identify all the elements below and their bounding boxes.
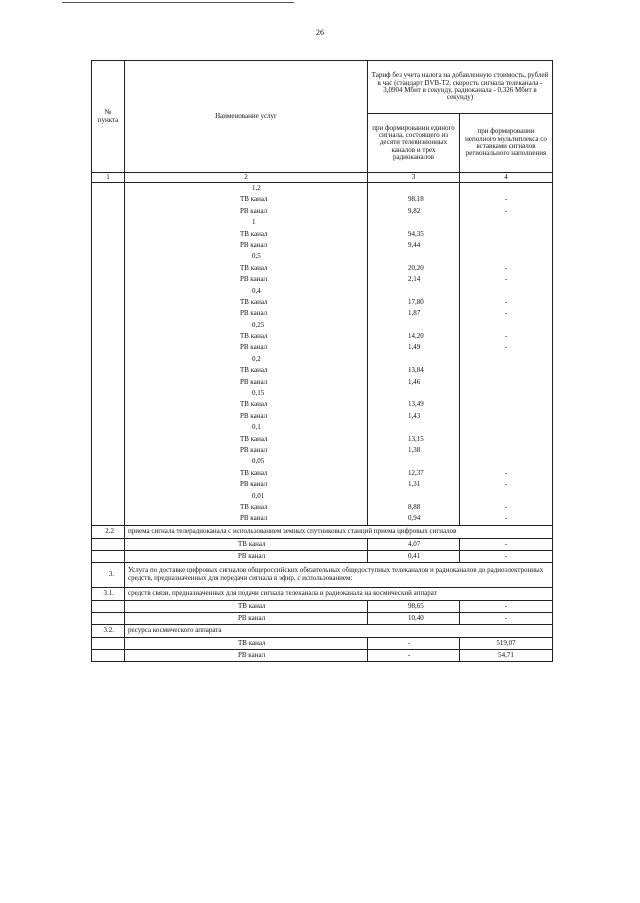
sub-label: ТВ канал [125, 637, 368, 649]
block-value: 0,15 [125, 388, 368, 399]
sub-value-col4: - [460, 612, 553, 624]
cell-empty [368, 286, 460, 297]
cell-empty [92, 388, 125, 399]
tv-label: ТВ канал [125, 297, 368, 308]
cell-empty [92, 263, 125, 274]
block-value: 0,4 [125, 286, 368, 297]
tv-label: ТВ канал [125, 502, 368, 513]
tv-value: 13,84 [368, 365, 460, 376]
value-row [92, 422, 553, 433]
rv-row [92, 206, 553, 217]
rv-label: РВ канал [125, 308, 368, 319]
tv-value: 12,37 [368, 468, 460, 479]
sub-value-col3: - [368, 649, 460, 661]
tv-value-col4: - [460, 331, 553, 342]
col-number-1: 1 [92, 173, 125, 183]
cell-empty [92, 297, 125, 308]
rv-row [92, 479, 553, 490]
rv-value: 1,46 [368, 377, 460, 388]
block-value: 0,2 [125, 354, 368, 365]
col-number-3: 3 [368, 173, 460, 183]
section-number: 3.2. [92, 624, 125, 637]
col-number-4: 4 [460, 173, 553, 183]
rv-label: РВ канал [125, 445, 368, 456]
sub-value-col4: - [460, 538, 553, 550]
tv-row [92, 263, 553, 274]
rv-value-col4: - [460, 274, 553, 285]
cell-empty [368, 320, 460, 331]
header-tariff: Тариф без учета налога на добавленную стоимость, рублей в час (стандарт DVB-T2, скорость сигнала телеканала - 3,0904 Мбит в секунду, радиоканала - 0,326 Мбит в секунду) [368, 61, 553, 114]
section-text: Услуга по доставке цифровых сигналов общероссийских обязательных общедоступных телеканалов и радиоканалов до радиоэлектронных средств, предназначенных для передачи сигнала в эфир, с использованием: [125, 562, 553, 587]
value-row [92, 354, 553, 365]
rv-label: РВ канал [125, 206, 368, 217]
block-value: 0,25 [125, 320, 368, 331]
cell-empty [460, 422, 553, 433]
page-number: 26 [316, 28, 324, 37]
rv-row [92, 513, 553, 525]
rv-value: 1,38 [368, 445, 460, 456]
rv-value: 2,14 [368, 274, 460, 285]
cell-empty [92, 550, 125, 562]
cell-empty [368, 388, 460, 399]
tv-label: ТВ канал [125, 365, 368, 376]
tv-value: 13,49 [368, 399, 460, 410]
section-number: 3. [92, 562, 125, 587]
sub-value-col4: 54,71 [460, 649, 553, 661]
rv-label: РВ канал [125, 377, 368, 388]
sub-value-col4: 519,07 [460, 637, 553, 649]
cell-empty [368, 217, 460, 228]
cell-empty [92, 206, 125, 217]
block-value: 1,2 [125, 183, 368, 195]
cell-empty [92, 194, 125, 205]
section-row [92, 525, 553, 538]
cell-empty [92, 468, 125, 479]
cell-empty [368, 183, 460, 195]
rv-value-col4: - [460, 308, 553, 319]
header-col-partial-multiplex: при формировании неполного мультиплекса со вставками сигналов регионального наполнения [460, 114, 553, 173]
sub-row [92, 550, 553, 562]
cell-empty [92, 434, 125, 445]
tv-row [92, 468, 553, 479]
rv-value: 0,94 [368, 513, 460, 525]
cell-empty [460, 183, 553, 195]
rv-value-col4 [460, 411, 553, 422]
rv-value-col4 [460, 377, 553, 388]
sub-label: ТВ канал [125, 538, 368, 550]
value-row [92, 456, 553, 467]
sub-value-col3: - [368, 637, 460, 649]
cell-empty [460, 456, 553, 467]
tv-row [92, 297, 553, 308]
cell-empty [460, 491, 553, 502]
cell-empty [92, 331, 125, 342]
tv-row [92, 399, 553, 410]
rv-value-col4: - [460, 206, 553, 217]
cell-empty [92, 502, 125, 513]
tv-row [92, 229, 553, 240]
tv-row [92, 502, 553, 513]
cell-empty [92, 274, 125, 285]
header-col-number: № пункта [92, 61, 125, 173]
block-value: 0,05 [125, 456, 368, 467]
rv-value-col4 [460, 240, 553, 251]
block-value: 0,5 [125, 251, 368, 262]
tv-value-col4: - [460, 297, 553, 308]
rv-label: РВ канал [125, 479, 368, 490]
rv-label: РВ канал [125, 342, 368, 353]
cell-empty [92, 354, 125, 365]
rv-value: 1,31 [368, 479, 460, 490]
cell-empty [368, 251, 460, 262]
rv-value: 1,49 [368, 342, 460, 353]
cell-empty [368, 456, 460, 467]
cell-empty [92, 479, 125, 490]
sub-value-col3: 0,41 [368, 550, 460, 562]
rv-label: РВ канал [125, 411, 368, 422]
sub-row [92, 637, 553, 649]
value-row [92, 251, 553, 262]
sub-row [92, 649, 553, 661]
header-col-single-signal: при формировании единого сигнала, состоящего из десяти телевизионных каналов и трех радиоканалов [368, 114, 460, 173]
cell-empty [92, 411, 125, 422]
sub-label: РВ канал [125, 612, 368, 624]
tv-value: 13,15 [368, 434, 460, 445]
section-text: ресурса космического аппарата [125, 624, 553, 637]
cell-empty [92, 456, 125, 467]
cell-empty [460, 320, 553, 331]
cell-empty [92, 320, 125, 331]
rv-row [92, 342, 553, 353]
tv-value-col4: - [460, 263, 553, 274]
cell-empty [92, 445, 125, 456]
tv-row [92, 194, 553, 205]
rv-value: 1,87 [368, 308, 460, 319]
cell-empty [368, 422, 460, 433]
rv-row [92, 377, 553, 388]
rv-row [92, 308, 553, 319]
cell-empty [92, 637, 125, 649]
section-row [92, 624, 553, 637]
tv-label: ТВ канал [125, 468, 368, 479]
block-value: 0,1 [125, 422, 368, 433]
col-number-2: 2 [125, 173, 368, 183]
cell-empty [92, 240, 125, 251]
rv-value: 1,43 [368, 411, 460, 422]
rv-value: 9,44 [368, 240, 460, 251]
tv-value: 8,88 [368, 502, 460, 513]
cell-empty [368, 491, 460, 502]
cell-empty [92, 399, 125, 410]
tv-value: 17,80 [368, 297, 460, 308]
cell-empty [92, 308, 125, 319]
cell-empty [92, 365, 125, 376]
block-value: 0,01 [125, 491, 368, 502]
sub-value-col4: - [460, 600, 553, 612]
rv-value: 9,82 [368, 206, 460, 217]
section-text: приема сигнала телерадиоканала с использованием земных спутниковых станций приема цифровых сигналов [125, 525, 553, 538]
tv-label: ТВ канал [125, 229, 368, 240]
cell-empty [92, 600, 125, 612]
cell-empty [460, 354, 553, 365]
tv-label: ТВ канал [125, 194, 368, 205]
sub-value-col3: 10,40 [368, 612, 460, 624]
cell-empty [92, 513, 125, 525]
section-number: 3.1. [92, 587, 125, 600]
value-row [92, 491, 553, 502]
rv-value-col4: - [460, 479, 553, 490]
tv-label: ТВ канал [125, 434, 368, 445]
cell-empty [92, 217, 125, 228]
tv-label: ТВ канал [125, 263, 368, 274]
cell-empty [92, 377, 125, 388]
tv-value: 94,35 [368, 229, 460, 240]
value-row [92, 217, 553, 228]
value-row [92, 286, 553, 297]
sub-label: РВ канал [125, 649, 368, 661]
value-row [92, 388, 553, 399]
value-row [92, 183, 553, 195]
rv-label: РВ канал [125, 513, 368, 525]
rv-value-col4: - [460, 342, 553, 353]
rv-label: РВ канал [125, 274, 368, 285]
sub-label: ТВ канал [125, 600, 368, 612]
tv-value: 98,18 [368, 194, 460, 205]
rv-row [92, 274, 553, 285]
tv-value: 20,20 [368, 263, 460, 274]
rv-value-col4: - [460, 513, 553, 525]
sub-row [92, 538, 553, 550]
section-number: 2.2 [92, 525, 125, 538]
sub-row [92, 600, 553, 612]
tv-value-col4: - [460, 468, 553, 479]
cell-empty [92, 422, 125, 433]
sub-value-col3: 4,07 [368, 538, 460, 550]
cell-empty [460, 286, 553, 297]
tv-row [92, 331, 553, 342]
cell-empty [92, 229, 125, 240]
cell-empty [92, 538, 125, 550]
tv-value-col4 [460, 399, 553, 410]
sub-value-col4: - [460, 550, 553, 562]
rv-row [92, 445, 553, 456]
section-row [92, 587, 553, 600]
tv-value: 14,20 [368, 331, 460, 342]
section-text: средств связи, предназначенных для подачи сигнала телеканала и радиоканала на космический аппарат [125, 587, 553, 600]
sub-label: РВ канал [125, 550, 368, 562]
cell-empty [368, 354, 460, 365]
sub-value-col3: 98,65 [368, 600, 460, 612]
section-row [92, 562, 553, 587]
cell-empty [92, 612, 125, 624]
cell-empty [92, 649, 125, 661]
top-rule [62, 2, 294, 3]
sub-row [92, 612, 553, 624]
rv-value-col4 [460, 445, 553, 456]
cell-empty [460, 251, 553, 262]
cell-empty [92, 183, 125, 195]
tv-value-col4: - [460, 502, 553, 513]
rv-row [92, 411, 553, 422]
tv-value-col4 [460, 229, 553, 240]
cell-empty [92, 342, 125, 353]
cell-empty [92, 286, 125, 297]
tv-label: ТВ канал [125, 331, 368, 342]
rv-label: РВ канал [125, 240, 368, 251]
rv-row [92, 240, 553, 251]
cell-empty [460, 217, 553, 228]
tv-row [92, 434, 553, 445]
tv-value-col4 [460, 434, 553, 445]
value-row [92, 320, 553, 331]
tv-value-col4 [460, 365, 553, 376]
tariff-table [91, 60, 553, 662]
tv-label: ТВ канал [125, 399, 368, 410]
header-col-name: Наименование услуг [125, 61, 368, 173]
tv-row [92, 365, 553, 376]
cell-empty [92, 491, 125, 502]
block-value: 1 [125, 217, 368, 228]
cell-empty [92, 251, 125, 262]
tv-value-col4: - [460, 194, 553, 205]
cell-empty [460, 388, 553, 399]
